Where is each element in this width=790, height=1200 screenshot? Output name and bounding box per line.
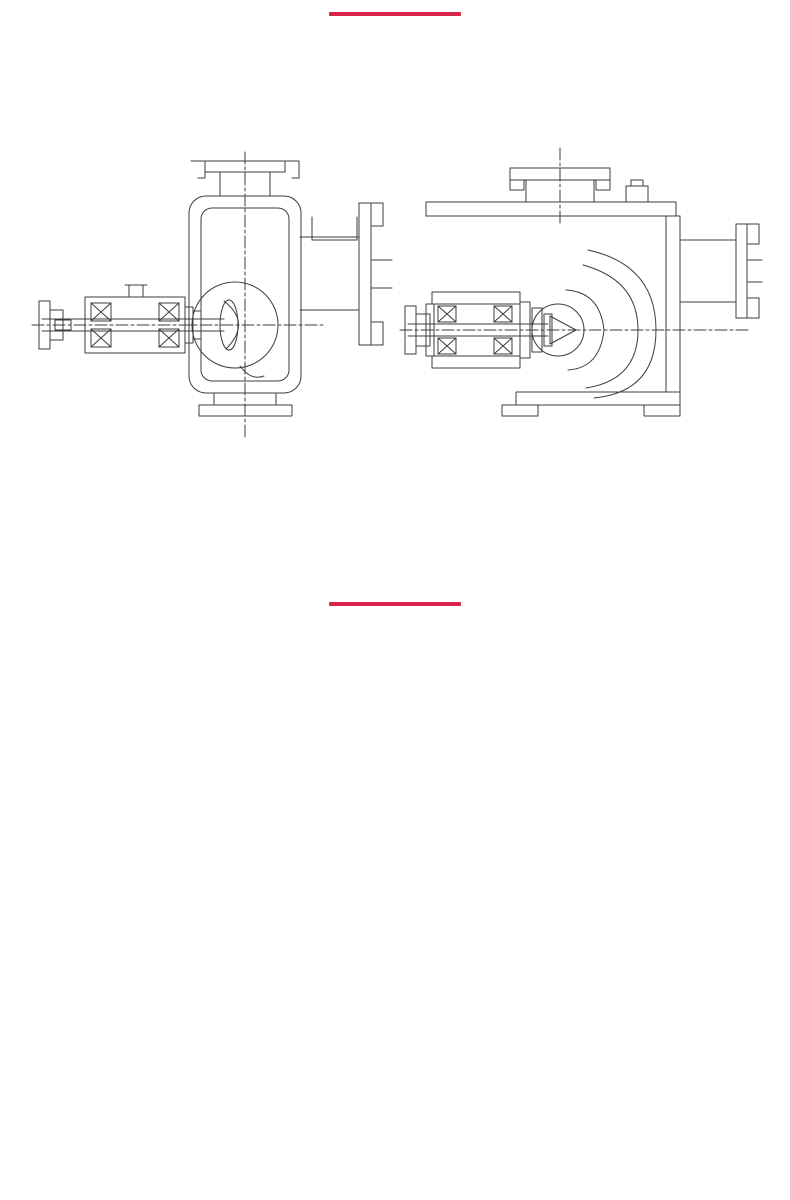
pump-body-right [400,148,762,416]
pump-cross-section-right [398,140,763,445]
spectrum-title-block [0,596,790,606]
pump-selection-chart [0,730,790,1175]
spectrum-title-underline [329,602,461,606]
pump-body-left [32,152,392,438]
pump-cross-section-left [28,140,393,445]
structure-title-block [0,6,790,16]
structure-title-underline [329,12,461,16]
structure-drawings [0,140,790,445]
